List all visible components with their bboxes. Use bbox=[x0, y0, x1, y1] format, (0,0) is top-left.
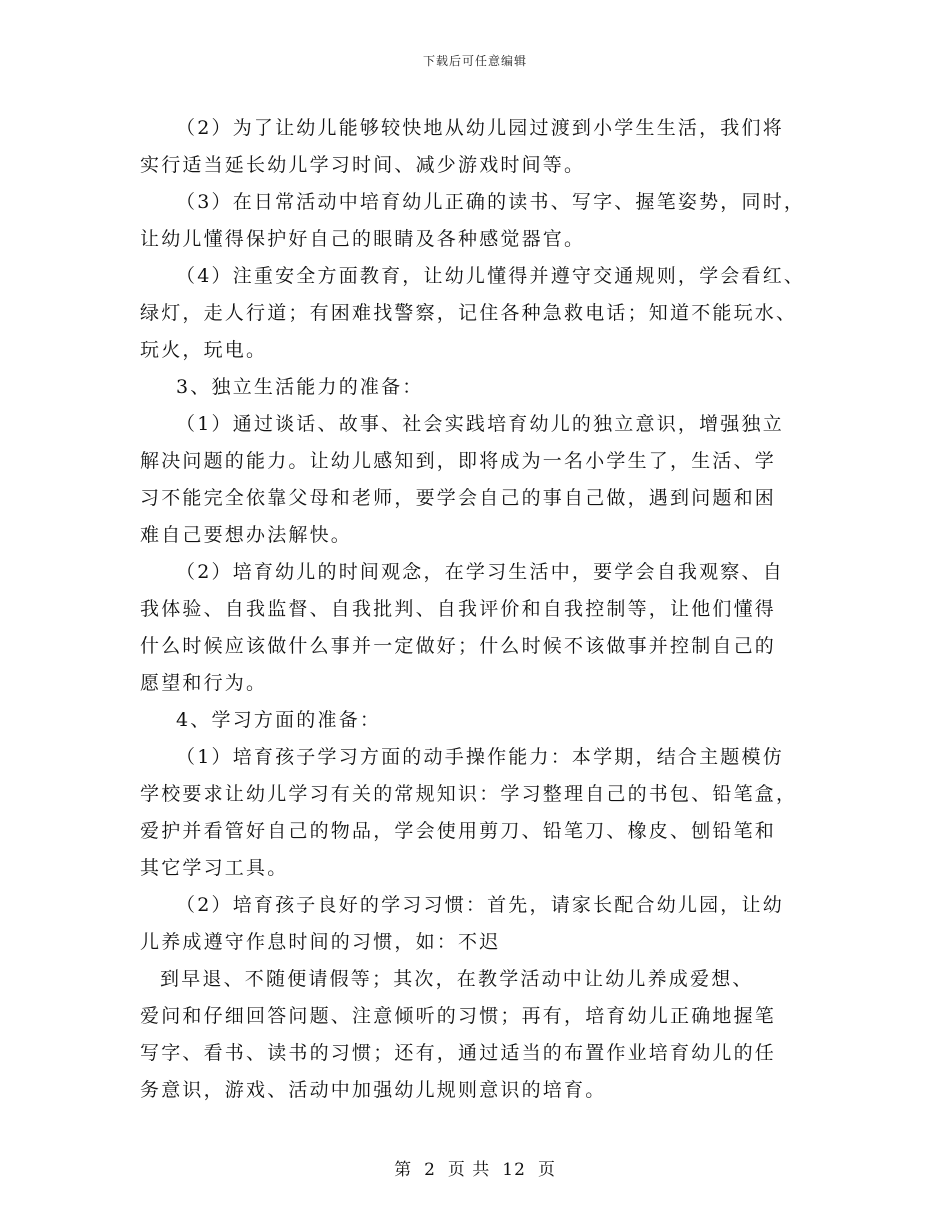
paragraph-line: 愿望和行为。 bbox=[140, 672, 268, 694]
paragraph-line: 学校要求让幼儿学习有关的常规知识：学习整理自己的书包、铅笔盒， bbox=[140, 783, 798, 805]
paragraph-line: （1）培育孩子学习方面的动手操作能力：本学期，结合主题模仿 bbox=[176, 746, 784, 768]
paragraph-line: （2）培育幼儿的时间观念，在学习生活中，要学会自我观察、自 bbox=[176, 561, 784, 583]
paragraph-line: 让幼儿懂得保护好自己的眼睛及各种感觉器官。 bbox=[140, 228, 586, 250]
paragraph-line: 玩火，玩电。 bbox=[140, 339, 268, 361]
paragraph-line: 4、学习方面的准备： bbox=[176, 709, 382, 731]
paragraph-line: 难自己要想办法解快。 bbox=[140, 524, 353, 546]
paragraph-line: 儿养成遵守作息时间的习惯，如：不迟 bbox=[140, 931, 501, 953]
footer-suffix: 页 bbox=[537, 1160, 556, 1180]
paragraph-line: 我体验、自我监督、自我批判、自我评价和自我控制等，让他们懂得 bbox=[140, 598, 777, 620]
footer-prefix: 第 bbox=[394, 1160, 413, 1180]
paragraph-line: （4）注重安全方面教育，让幼儿懂得并遵守交通规则，学会看红、 bbox=[176, 265, 806, 287]
paragraph-line: 到早退、不随便请假等；其次，在教学活动中让幼儿养成爱想、 bbox=[160, 968, 754, 990]
document-body bbox=[140, 110, 820, 1109]
paragraph-line: 什么时候应该做什么事并一定做好；什么时候不该做事并控制自己的 bbox=[140, 635, 777, 657]
page-header: 下载后可任意编辑 bbox=[422, 54, 527, 68]
paragraph-line: 其它学习工具。 bbox=[140, 857, 289, 879]
footer-total-pages: 12 bbox=[502, 1160, 526, 1180]
paragraph-line: 写字、看书、读书的习惯；还有，通过适当的布置作业培育幼儿的任 bbox=[140, 1042, 777, 1064]
paragraph-line: 爱护并看管好自己的物品，学会使用剪刀、铅笔刀、橡皮、刨铅笔和 bbox=[140, 820, 777, 842]
paragraph-line: （3）在日常活动中培育幼儿正确的读书、写字、握笔姿势，同时， bbox=[176, 191, 806, 213]
footer-page-number: 2 bbox=[424, 1160, 436, 1180]
footer-middle: 页 共 bbox=[447, 1160, 491, 1180]
paragraph-line: 解决问题的能力。让幼儿感知到，即将成为一名小学生了，生活、学 bbox=[140, 450, 777, 472]
paragraph-line: 爱问和仔细回答问题、注意倾听的习惯；再有，培育幼儿正确地握笔 bbox=[140, 1005, 777, 1027]
paragraph-line: 绿灯，走人行道；有困难找警察，记住各种急救电话；知道不能玩水、 bbox=[140, 302, 798, 324]
page-footer bbox=[0, 1155, 950, 1180]
paragraph-line: 3、独立生活能力的准备： bbox=[176, 376, 424, 398]
paragraph-line: 习不能完全依靠父母和老师，要学会自己的事自己做，遇到问题和困 bbox=[140, 487, 777, 509]
paragraph-line: 务意识，游戏、活动中加强幼儿规则意识的培育。 bbox=[140, 1079, 607, 1101]
paragraph-line: （1）通过谈话、故事、社会实践培育幼儿的独立意识，增强独立 bbox=[176, 413, 784, 435]
paragraph-line: （2）培育孩子良好的学习习惯：首先，请家长配合幼儿园，让幼 bbox=[176, 894, 784, 916]
paragraph-line: （2）为了让幼儿能够较快地从幼儿园过渡到小学生生活，我们将 bbox=[176, 117, 784, 139]
paragraph-line: 实行适当延长幼儿学习时间、减少游戏时间等。 bbox=[140, 154, 586, 176]
